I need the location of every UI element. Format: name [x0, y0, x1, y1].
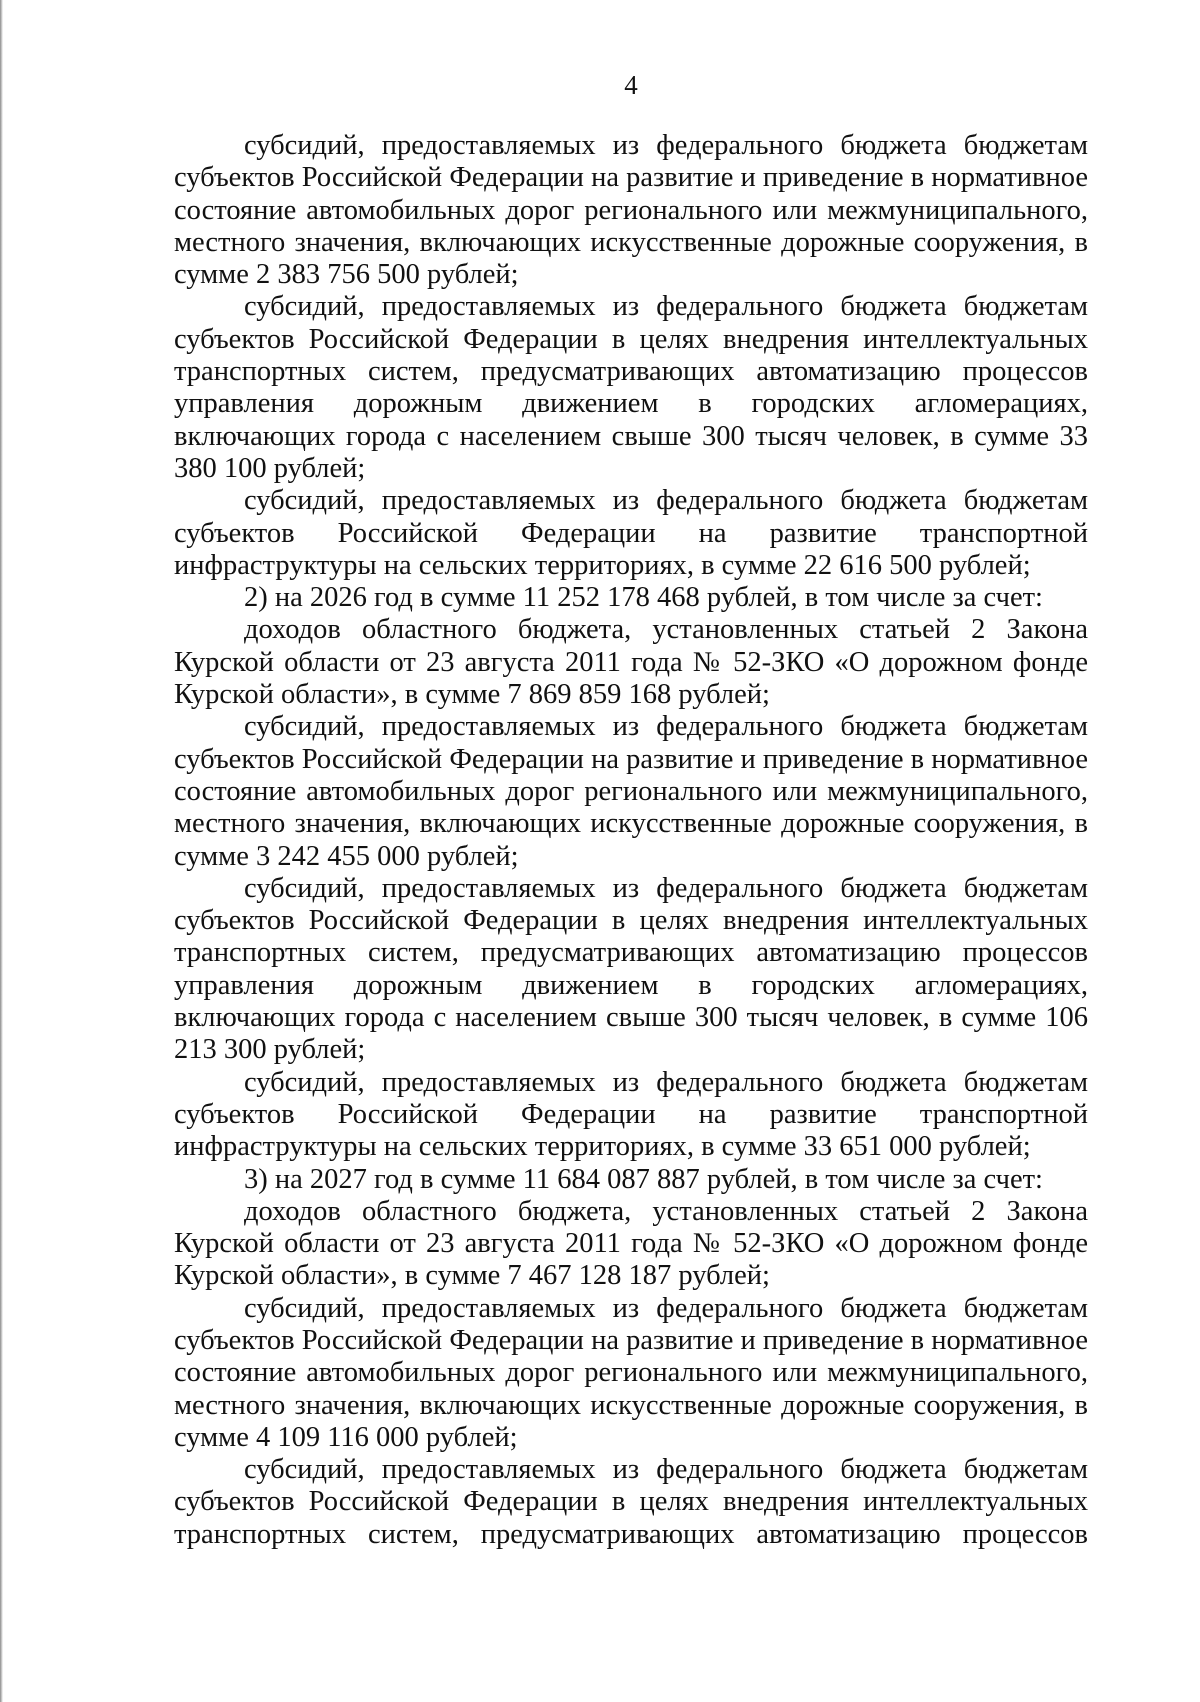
- paragraph-subsidy-rural-2025: субсидий, предоставляемых из федерального бюджета бюджетам субъектов Российской Федерации на развитие транспортной инфраструктуры на сельских территориях, в сумме 22 616 500 рублей;: [174, 485, 1088, 581]
- paragraph-subsidy-rural-2026: субсидий, предоставляемых из федерального бюджета бюджетам субъектов Российской Федерации на развитие транспортной инфраструктуры на сельских территориях, в сумме 33 651 000 рублей;: [174, 1066, 1088, 1163]
- paragraph-regional-income-2026: доходов областного бюджета, установленных статьей 2 Закона Курской области от 23 августа 2011 года № 52-ЗКО «О дорожном фонде Курской области», в сумме 7 869 859 168 рублей;: [174, 614, 1088, 711]
- paragraph-subsidy-its-2026: субсидий, предоставляемых из федерального бюджета бюджетам субъектов Российской Федерации в целях внедрения интеллектуальных транспортных систем, предусматривающих автоматизацию процессов управления дорожным движением в городских агломерациях, включающих города с населением свыше 300 тысяч человек, в сумме 106 213 300 рублей;: [174, 872, 1088, 1066]
- page-number: 4: [624, 70, 638, 100]
- paragraph-year-2026: 2) на 2026 год в сумме 11 252 178 468 рублей, в том числе за счет:: [244, 582, 1043, 614]
- paragraph-subsidy-its-2027: субсидий, предоставляемых из федерального бюджета бюджетам субъектов Российской Федерации в целях внедрения интеллектуальных транспортных систем, предусматривающих автоматизацию процессов: [174, 1454, 1088, 1550]
- paragraph-subsidy-roads-2027: субсидий, предоставляемых из федерального бюджета бюджетам субъектов Российской Федерации на развитие и приведение в нормативное состояние автомобильных дорог регионального или межмуниципального, местного значения, включающих искусственные дорожные сооружения, в сумме 4 109 116 000 рублей;: [174, 1292, 1088, 1453]
- scan-edge: [0, 0, 3, 1702]
- paragraph-subsidy-its-2025: субсидий, предоставляемых из федерального бюджета бюджетам субъектов Российской Федерации в целях внедрения интеллектуальных транспортных систем, предусматривающих автоматизацию процессов управления дорожным движением в городских агломерациях, включающих города с населением свыше 300 тысяч человек, в сумме 33 380 100 рублей;: [174, 291, 1088, 484]
- paragraph-year-2027: 3) на 2027 год в сумме 11 684 087 887 рублей, в том числе за счет:: [244, 1163, 1043, 1195]
- document-body: [174, 130, 1088, 1551]
- paragraph-subsidy-roads-2026: субсидий, предоставляемых из федерального бюджета бюджетам субъектов Российской Федерации на развитие и приведение в нормативное состояние автомобильных дорог регионального или межмуниципального, местного значения, включающих искусственные дорожные сооружения, в сумме 3 242 455 000 рублей;: [174, 711, 1088, 872]
- paragraph-subsidy-roads-2025: субсидий, предоставляемых из федерального бюджета бюджетам субъектов Российской Федерации на развитие и приведение в нормативное состояние автомобильных дорог регионального или межмуниципального, местного значения, включающих искусственные дорожные сооружения, в сумме 2 383 756 500 рублей;: [174, 130, 1088, 291]
- paragraph-regional-income-2027: доходов областного бюджета, установленных статьей 2 Закона Курской области от 23 августа 2011 года № 52-ЗКО «О дорожном фонде Курской области», в сумме 7 467 128 187 рублей;: [174, 1195, 1088, 1292]
